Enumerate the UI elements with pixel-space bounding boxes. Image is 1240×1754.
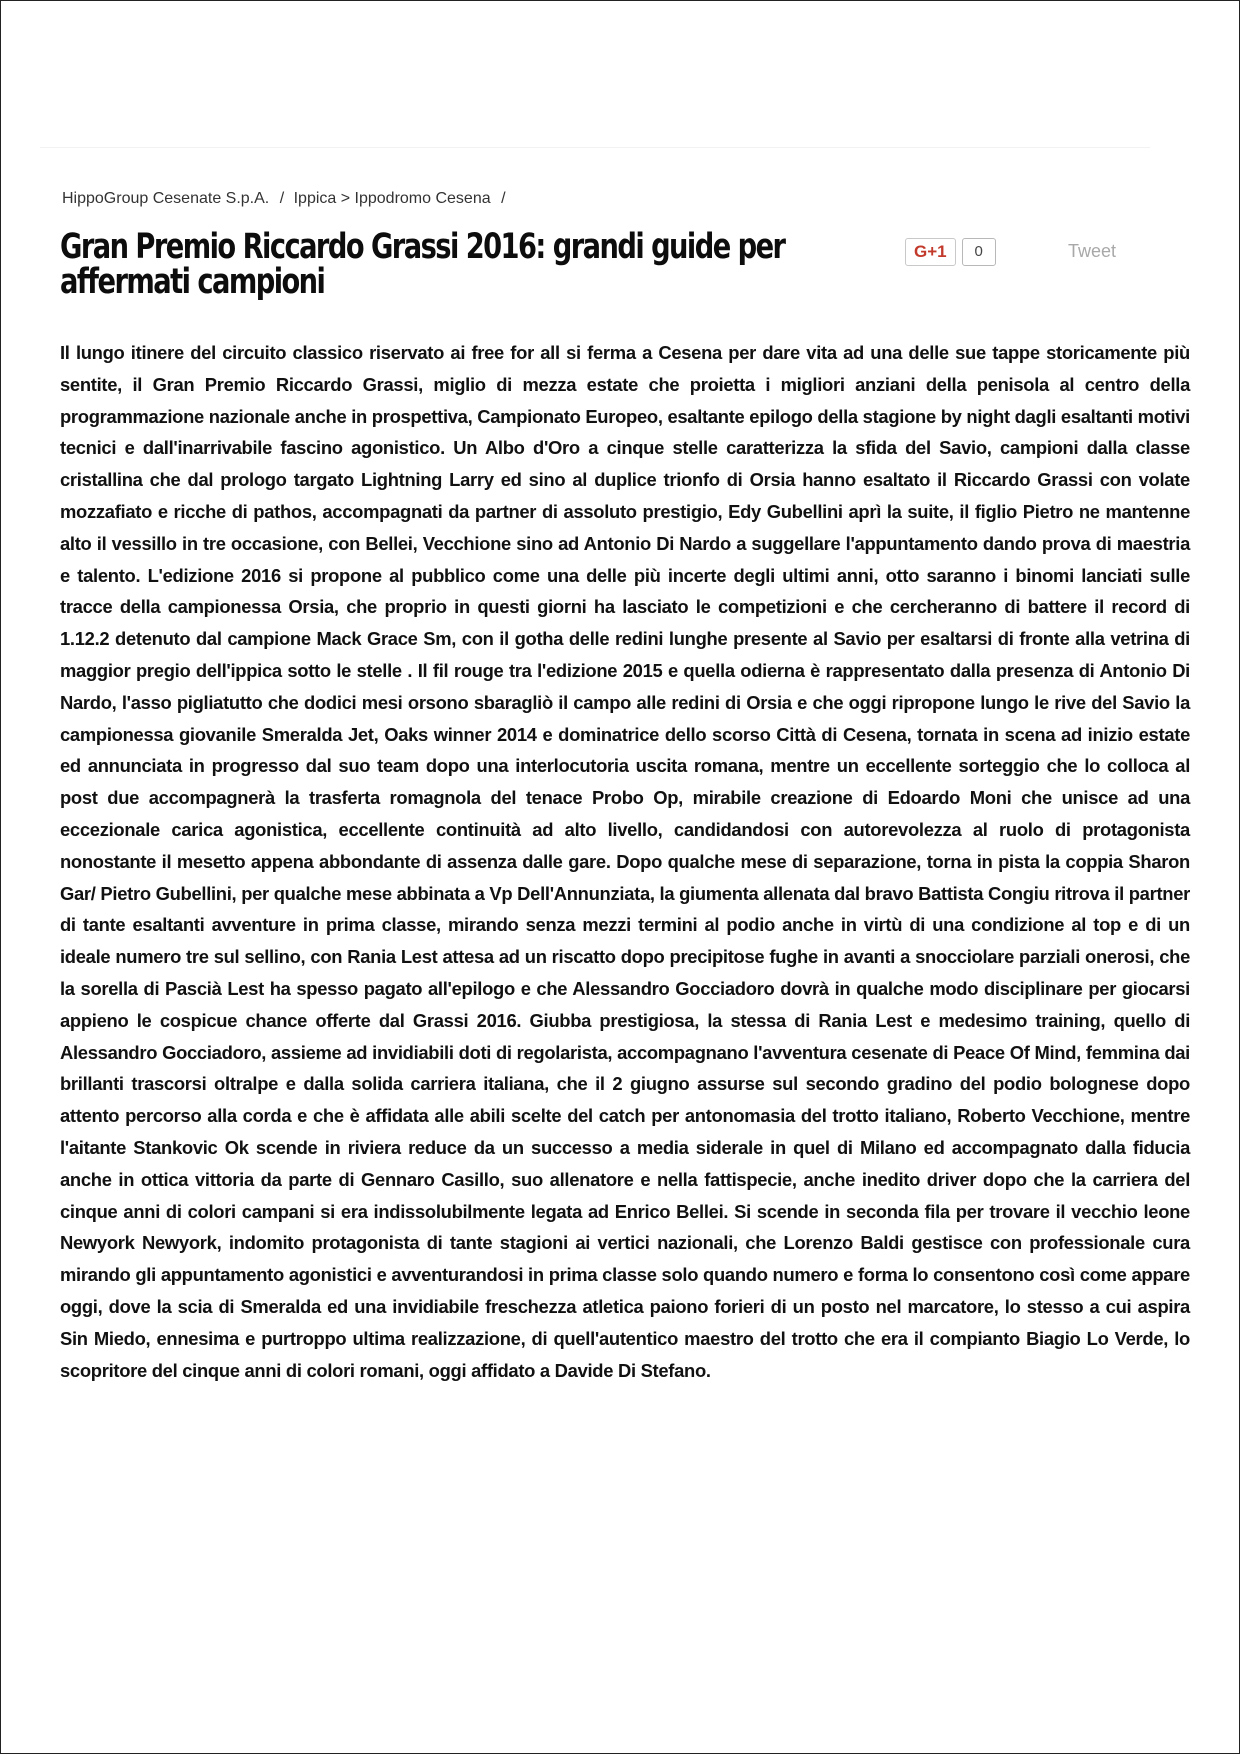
google-plus-count: 0: [962, 238, 996, 266]
breadcrumb-site-link[interactable]: HippoGroup Cesenate S.p.A.: [62, 190, 270, 207]
breadcrumb-section-link[interactable]: Ippica > Ippodromo Cesena: [293, 190, 491, 207]
social-buttons: [905, 236, 996, 268]
google-plus-button[interactable]: G+1: [905, 238, 956, 266]
article-body: Il lungo itinere del circuito classico riservato ai free for all si ferma a Cesena per dare vita ad una delle sue tappe storicamente più sentite, il Gran Premio Riccardo Grassi, miglio di mezza estate che proietta i migliori anziani della penisola al centro della programmazione nazionale anche in prospettiva, Campionato Europeo, esaltante epilogo della stagione by night dagli esaltanti motivi tecnici e dall'inarrivabile fascino agonistico. Un Albo d'Oro a cinque stelle caratterizza la sfida del Savio, campioni dalla classe cristallina che dal prologo targato Lightning Larry ed sino al duplice trionfo di Orsia hanno esaltato il Riccardo Grassi con volate mozzafiato e ricche di pathos, accompagnati da partner di assoluto prestigio, Edy Gubellini aprì la suite, il figlio Pietro ne mantenne alto il vessillo in tre occasione, con Bellei, Vecchione sino ad Antonio Di Nardo a suggellare l'appuntamento dando prova di maestria e talento. L'edizione 2016 si propone al pubblico come una delle più incerte degli ultimi anni, otto saranno i binomi lanciati sulle tracce della campionessa Orsia, che proprio in questi giorni ha lasciato le competizioni e che cercheranno di battere il record di 1.12.2 detenuto dal campione Mack Grace Sm, con il gotha delle redini lunghe presente al Savio per esaltarsi di fronte alla vetrina di maggior pregio dell'ippica sotto le stelle . Il fil rouge tra l'edizione 2015 e quella odierna è rappresentato dalla presenza di Antonio Di Nardo, l'asso pigliatutto che dodici mesi orsono sbaragliò il campo alle redini di Orsia e che oggi ripropone lungo le rive del Savio la campionessa giovanile Smeralda Jet, Oaks winner 2014 e dominatrice dello scorso Città di Cesena, tornata in scena ad inizio estate ed annunciata in progresso dal suo team dopo una interlocutoria uscita romana, mentre un eccellente sorteggio che lo colloca al post due accompagnerà la trasferta romagnola del tenace Probo Op, mirabile creazione di Edoardo Moni che unisce ad una eccezionale carica agonistica, eccellente continuità ad alto livello, candidandosi con autorevolezza al ruolo di protagonista nonostante il mesetto appena abbondante di assenza dalle gare. Dopo qualche mese di separazione, torna in pista la coppia Sharon Gar/ Pietro Gubellini, per qualche mese abbinata a Vp Dell'Annunziata, la giumenta allenata dal bravo Battista Congiu ritrova il partner di tante esaltanti avventure in prima classe, mirando senza mezzi termini al podio anche in virtù di una condizione al top e di un ideale numero tre sul sellino, con Rania Lest attesa ad un riscatto dopo precipitose fughe in avanti a snocciolare parziali onerosi, che la sorella di Pascià Lest ha spesso pagato all'epilogo e che Alessandro Gocciadoro dovrà in qualche modo disciplinare per giocarsi appieno le cospicue chance offerte dal Grassi 2016. Giubba prestigiosa, la stessa di Rania Lest e medesimo training, quello di Alessandro Gocciadoro, assieme ad invidiabili doti di regolarista, accompagnano l'avventura cesenate di Peace Of Mind, femmina dai brillanti trascorsi oltralpe e dalla solida carriera italiana, che il 2 giugno assurse sul secondo gradino del podio bolognese dopo attento percorso alla corda e che è affidata alle abili scelte del catch per antonomasia del trotto italiano, Roberto Vecchione, mentre l'aitante Stankovic Ok scende in riviera reduce da un successo a media siderale in quel di Milano ed accompagnato dalla fiducia anche in ottica vittoria da parte di Gennaro Casillo, suo allenatore e nella fattispecie, anche inedito driver dopo che la carriera del cinque anni di colori campani si era indissolubilmente legata ad Enrico Bellei. Si scende in seconda fila per trovare il vecchio leone Newyork Newyork, indomito protagonista di tante stagioni ai vertici nazionali, che Lorenzo Baldi gestisce con professionale cura mirando gli appuntamento agonistici e avventurandosi in prima classe solo quando numero e forma lo consentono così come appare oggi, dove la scia di Smeralda ed una invidiabile freschezza atletica paiono forieri di un posto nel marcatore, lo stesso a cui aspira Sin Miedo, ennesima e purtroppo ultima realizzazione, di quell'autentico maestro del trotto che era il compianto Biagio Lo Verde, lo scopritore del cinque anni di colori romani, oggi affidato a Davide Di Stefano.: [60, 342, 1190, 1381]
tweet-button[interactable]: Tweet: [1068, 241, 1117, 261]
article-title: Gran Premio Riccardo Grassi 2016: grandi guide per affermati campioni: [60, 227, 785, 302]
breadcrumb-separator-end: /: [501, 190, 506, 207]
header-divider: [40, 147, 1150, 148]
breadcrumb-separator: /: [279, 190, 285, 207]
breadcrumb: [62, 190, 511, 208]
